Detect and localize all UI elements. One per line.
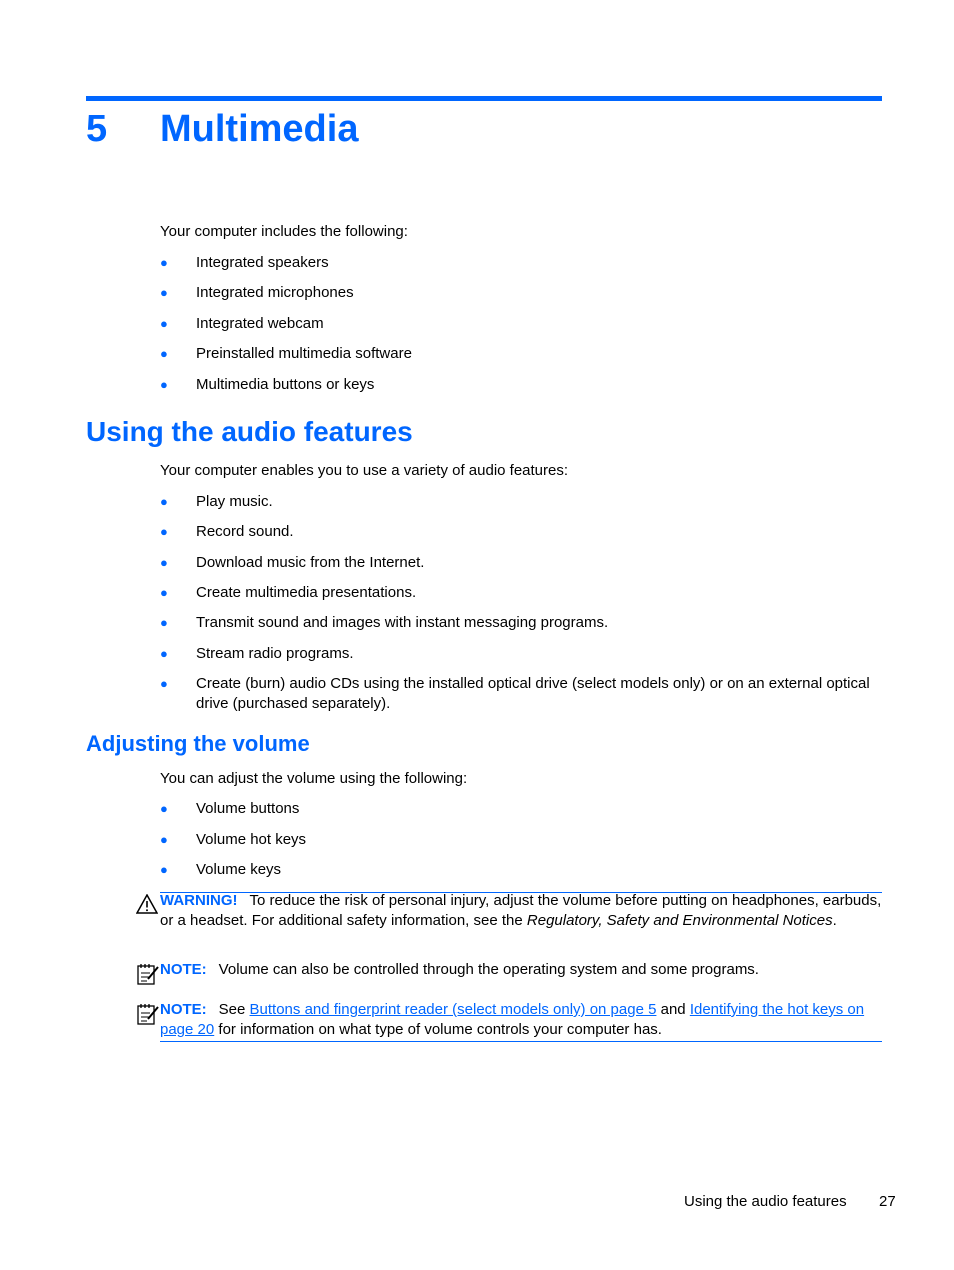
chapter-rule [86, 96, 882, 101]
bullet-icon: ● [160, 494, 168, 509]
note-callout-os: NOTE: Volume can also be controlled through the operating system and some programs. [160, 961, 759, 978]
note-label: NOTE: [160, 961, 207, 978]
footer-section-title: Using the audio features [684, 1193, 847, 1210]
note-pad-icon [136, 962, 160, 986]
bullet-icon: ● [160, 585, 168, 600]
section-heading-audio: Using the audio features [86, 416, 413, 447]
warning-label: WARNING! [160, 892, 238, 909]
intro-text: Your computer includes the following: [160, 223, 408, 240]
link-buttons-fingerprint[interactable]: Buttons and fingerprint reader (select models only) on page 5 [249, 1001, 657, 1018]
audio-intro-text: Your computer enables you to use a variety of audio features: [160, 462, 569, 479]
note-callout-links: NOTE: See Buttons and fingerprint reader (select models only) on page 5 and Identifying the hot keys on page 20 for information on what type of volume controls your computer has. [160, 1001, 865, 1038]
warning-callout: WARNING! To reduce the risk of personal injury, adjust the volume before putting on headphones, earbuds, or a headset. For additional safety information, see the Regulatory, Safety and Environmental Notices. [160, 892, 882, 929]
bullet-icon: ● [160, 862, 168, 877]
bullet-icon: ● [160, 346, 168, 361]
bullet-icon: ● [160, 255, 168, 270]
subsection-heading-volume: Adjusting the volume [86, 731, 310, 756]
bullet-icon: ● [160, 285, 168, 300]
bullet-icon: ● [160, 615, 168, 630]
chapter-title: Multimedia [160, 108, 359, 150]
link-identifying-hot-keys[interactable]: Identifying the hot keys on page 20 [160, 1001, 865, 1038]
volume-intro-text: You can adjust the volume using the following: [160, 770, 468, 787]
bullet-icon: ● [160, 316, 168, 331]
warning-triangle-icon [136, 894, 158, 914]
note-pad-icon [136, 1002, 160, 1026]
bullet-icon: ● [160, 377, 168, 392]
bullet-icon: ● [160, 524, 168, 539]
bullet-icon: ● [160, 801, 168, 816]
bullet-icon: ● [160, 646, 168, 661]
note-label: NOTE: [160, 1001, 207, 1018]
bullet-icon: ● [160, 555, 168, 570]
warning-doc-title: Regulatory, Safety and Environmental Notices [526, 912, 833, 929]
callout-bottom-rule [160, 1041, 882, 1042]
bullet-icon: ● [160, 832, 168, 847]
bullet-icon: ● [160, 676, 168, 691]
chapter-number: 5 [86, 108, 108, 150]
page-number: 27 [879, 1193, 896, 1210]
